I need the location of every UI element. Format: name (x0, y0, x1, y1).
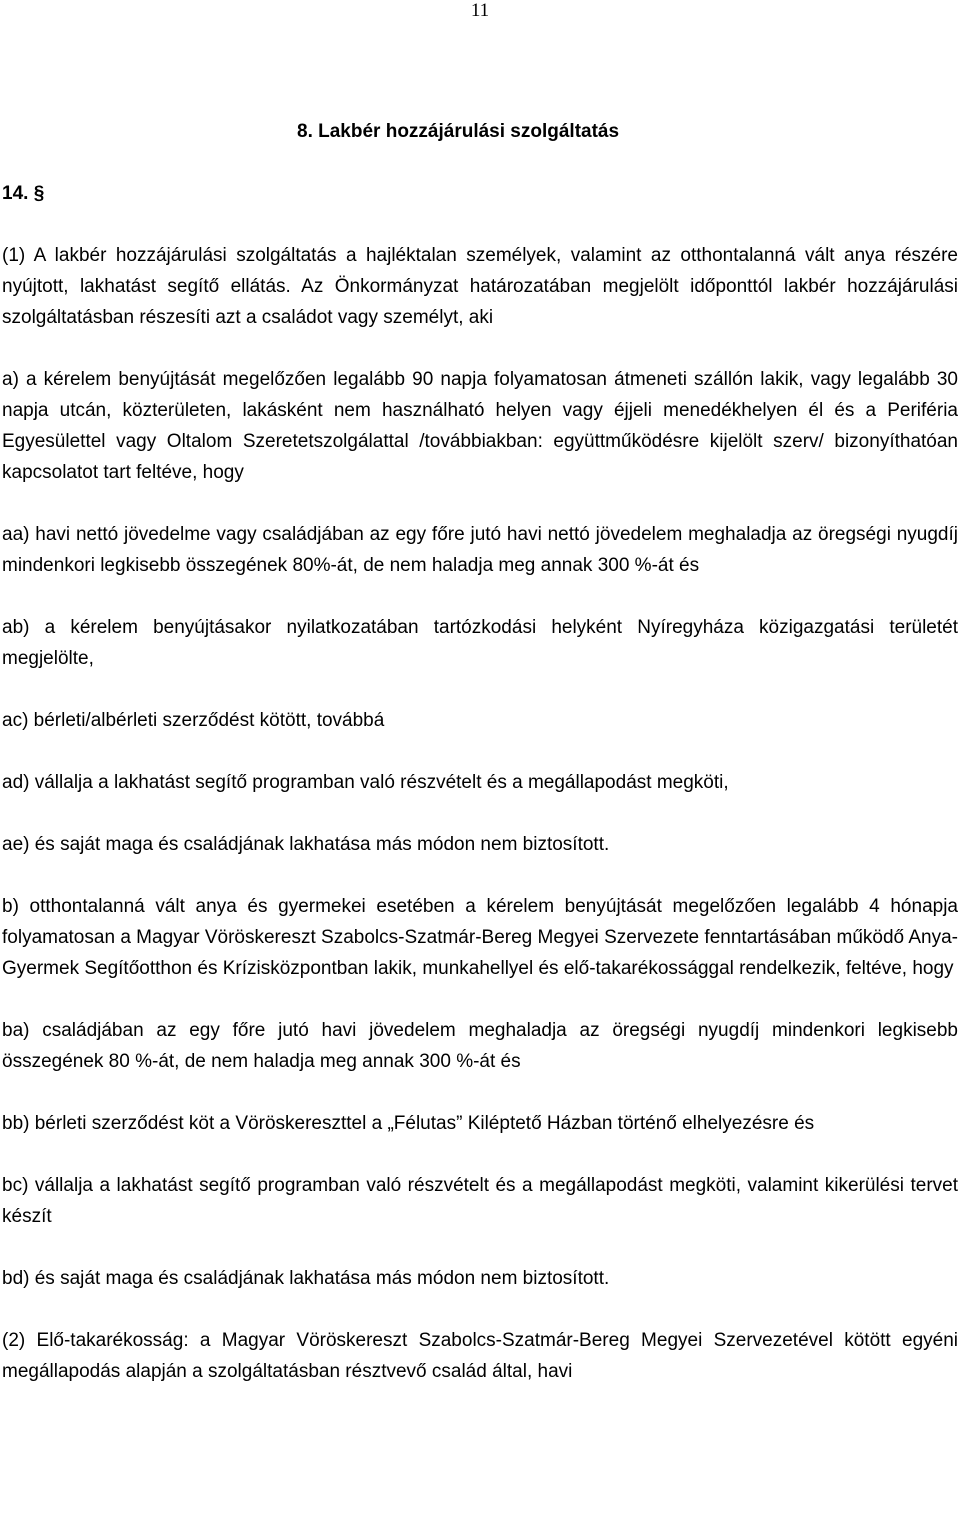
paragraph-2: (2) Elő-takarékosság: a Magyar Vöröskereszt Szabolcs-Szatmár-Bereg Megyei Szervezetével kötött egyéni megállapodás alapján a szolgáltatásban résztvevő család által, havi (2, 1330, 958, 1382)
paragraph-1: (1) A lakbér hozzájárulási szolgáltatás a hajléktalan személyek, valamint az otthontalanná vált anya részére nyújtott, lakhatást segítő ellátás. Az Önkormányzat határozatában megjelölt időponttól lakbér hozzájárulási szolgáltatásban részesíti azt a családot vagy személyt, aki (2, 245, 958, 328)
paragraph-bd: bd) és saját maga és családjának lakhatása más módon nem biztosított. (2, 1268, 610, 1289)
paragraph-bc: bc) vállalja a lakhatást segítő programban való részvételt és a megállapodást megköti, valamint kikerülési tervet készít (2, 1175, 958, 1227)
paragraph-bb: bb) bérleti szerződést köt a Vöröskereszttel a „Félutas” Kiléptető Házban történő elhelyezésre és (2, 1113, 815, 1134)
paragraph-ac: ac) bérleti/albérleti szerződést kötött, továbbá (2, 710, 385, 731)
paragraph-ba: ba) családjában az egy főre jutó havi jövedelem meghaladja az öregségi nyugdíj mindenkori legkisebb összegének 80 %-át, de nem haladja meg annak 300 %-át és (2, 1020, 958, 1072)
section-title: 8. Lakbér hozzájárulási szolgáltatás (297, 121, 620, 142)
document-body (2, 240, 958, 1387)
paragraph-ae: ae) és saját maga és családjának lakhatása más módon nem biztosított. (2, 834, 610, 855)
paragraph-b: b) otthontalanná vált anya és gyermekei esetében a kérelem benyújtását megelőzően legalább 4 hónapja folyamatosan a Magyar Vöröskereszt Szabolcs-Szatmár-Bereg Megyei Szervezete fenntartásában működő Anya-Gyermek Segítőotthon és Krízisközpontban lakik, munkahellyel és elő-takarékossággal rendelkezik, feltéve, hogy (2, 896, 958, 979)
page-number: 11 (470, 0, 490, 21)
paragraph-ad: ad) vállalja a lakhatást segítő programban való részvételt és a megállapodást megköti, (2, 772, 729, 793)
paragraph-aa: aa) havi nettó jövedelme vagy családjában az egy főre jutó havi nettó jövedelem meghaladja az öregségi nyugdíj mindenkori legkisebb összegének 80%-át, de nem haladja meg annak 300 %-át és (2, 524, 958, 576)
paragraph-ab: ab) a kérelem benyújtásakor nyilatkozatában tartózkodási helyként Nyíregyháza közigazgatási területét megjelölte, (2, 617, 958, 669)
article-number: 14. § (2, 183, 45, 204)
paragraph-a: a) a kérelem benyújtását megelőzően legalább 90 napja folyamatosan átmeneti szállón lakik, vagy legalább 30 napja utcán, közterületen, lakásként nem használható helyen vagy éjjeli menedékhelyen él és a Periféria Egyesülettel vagy Oltalom Szeretetszolgálattal /továbbiakban: együttműködésre kijelölt szerv/ bizonyíthatóan kapcsolatot tart feltéve, hogy (2, 369, 958, 483)
